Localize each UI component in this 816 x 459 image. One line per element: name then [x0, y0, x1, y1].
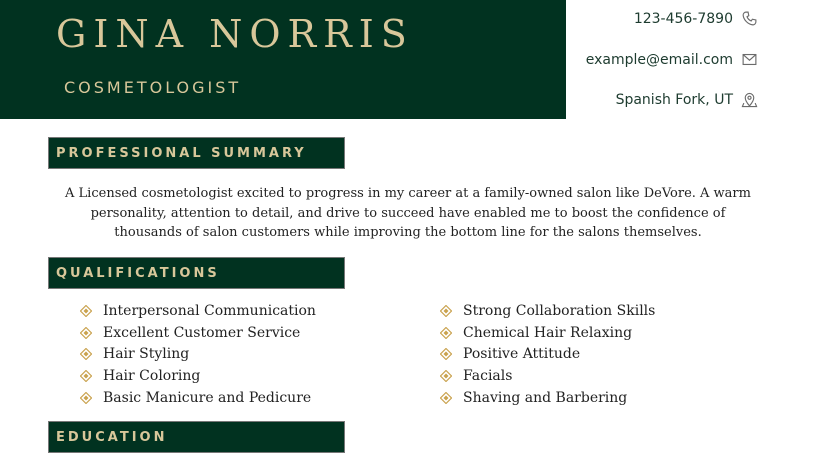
mail-icon [741, 51, 758, 68]
diamond-bullet-icon [440, 392, 452, 404]
diamond-bullet-icon [80, 305, 92, 317]
job-title: COSMETOLOGIST [64, 78, 242, 97]
diamond-bullet-icon [80, 327, 92, 339]
diamond-bullet-icon [440, 327, 452, 339]
contact-location [616, 91, 758, 108]
diamond-bullet-icon [80, 348, 92, 360]
list-item: Hair Coloring [80, 365, 316, 387]
contact-email [586, 51, 758, 68]
location-text: Spanish Fork, UT [615, 91, 733, 108]
summary-text: A Licensed cosmetologist excited to progress in my career at a family-owned salon like DeVore. A warm personality, attention to detail, and drive to succeed have enabled me to boost the confidence of thousands of salon customers while improving the bottom line for the salons themselves. [65, 186, 751, 240]
summary-heading-bar [48, 137, 345, 169]
qualifications-list-left [80, 300, 316, 409]
education-heading-bar [48, 421, 345, 453]
list-item: Positive Attitude [440, 344, 655, 366]
list-item: Basic Manicure and Pedicure [80, 387, 316, 409]
diamond-bullet-icon [80, 392, 92, 404]
diamond-bullet-icon [440, 305, 452, 317]
summary-heading: PROFESSIONAL SUMMARY [56, 145, 307, 161]
contact-phone [634, 10, 758, 27]
qualifications-heading: QUALIFICATIONS [56, 265, 220, 281]
education-heading: EDUCATION [56, 429, 168, 445]
qualifications-heading-bar [48, 257, 345, 289]
list-item: Interpersonal Communication [80, 300, 316, 322]
qualifications-list-right [440, 300, 655, 409]
list-item: Excellent Customer Service [80, 322, 316, 344]
phone-text: 123-456-7890 [633, 10, 733, 27]
list-item: Facials [440, 365, 655, 387]
diamond-bullet-icon [440, 370, 452, 382]
list-item: Shaving and Barbering [440, 387, 655, 409]
list-item: Hair Styling [80, 344, 316, 366]
list-item: Strong Collaboration Skills [440, 300, 655, 322]
phone-icon [741, 10, 758, 27]
location-pin-icon [741, 91, 758, 108]
email-text: example@email.com [585, 51, 733, 68]
candidate-name: GINA NORRIS [56, 12, 414, 56]
diamond-bullet-icon [80, 370, 92, 382]
list-item: Chemical Hair Relaxing [440, 322, 655, 344]
header-banner [0, 0, 566, 119]
diamond-bullet-icon [440, 348, 452, 360]
